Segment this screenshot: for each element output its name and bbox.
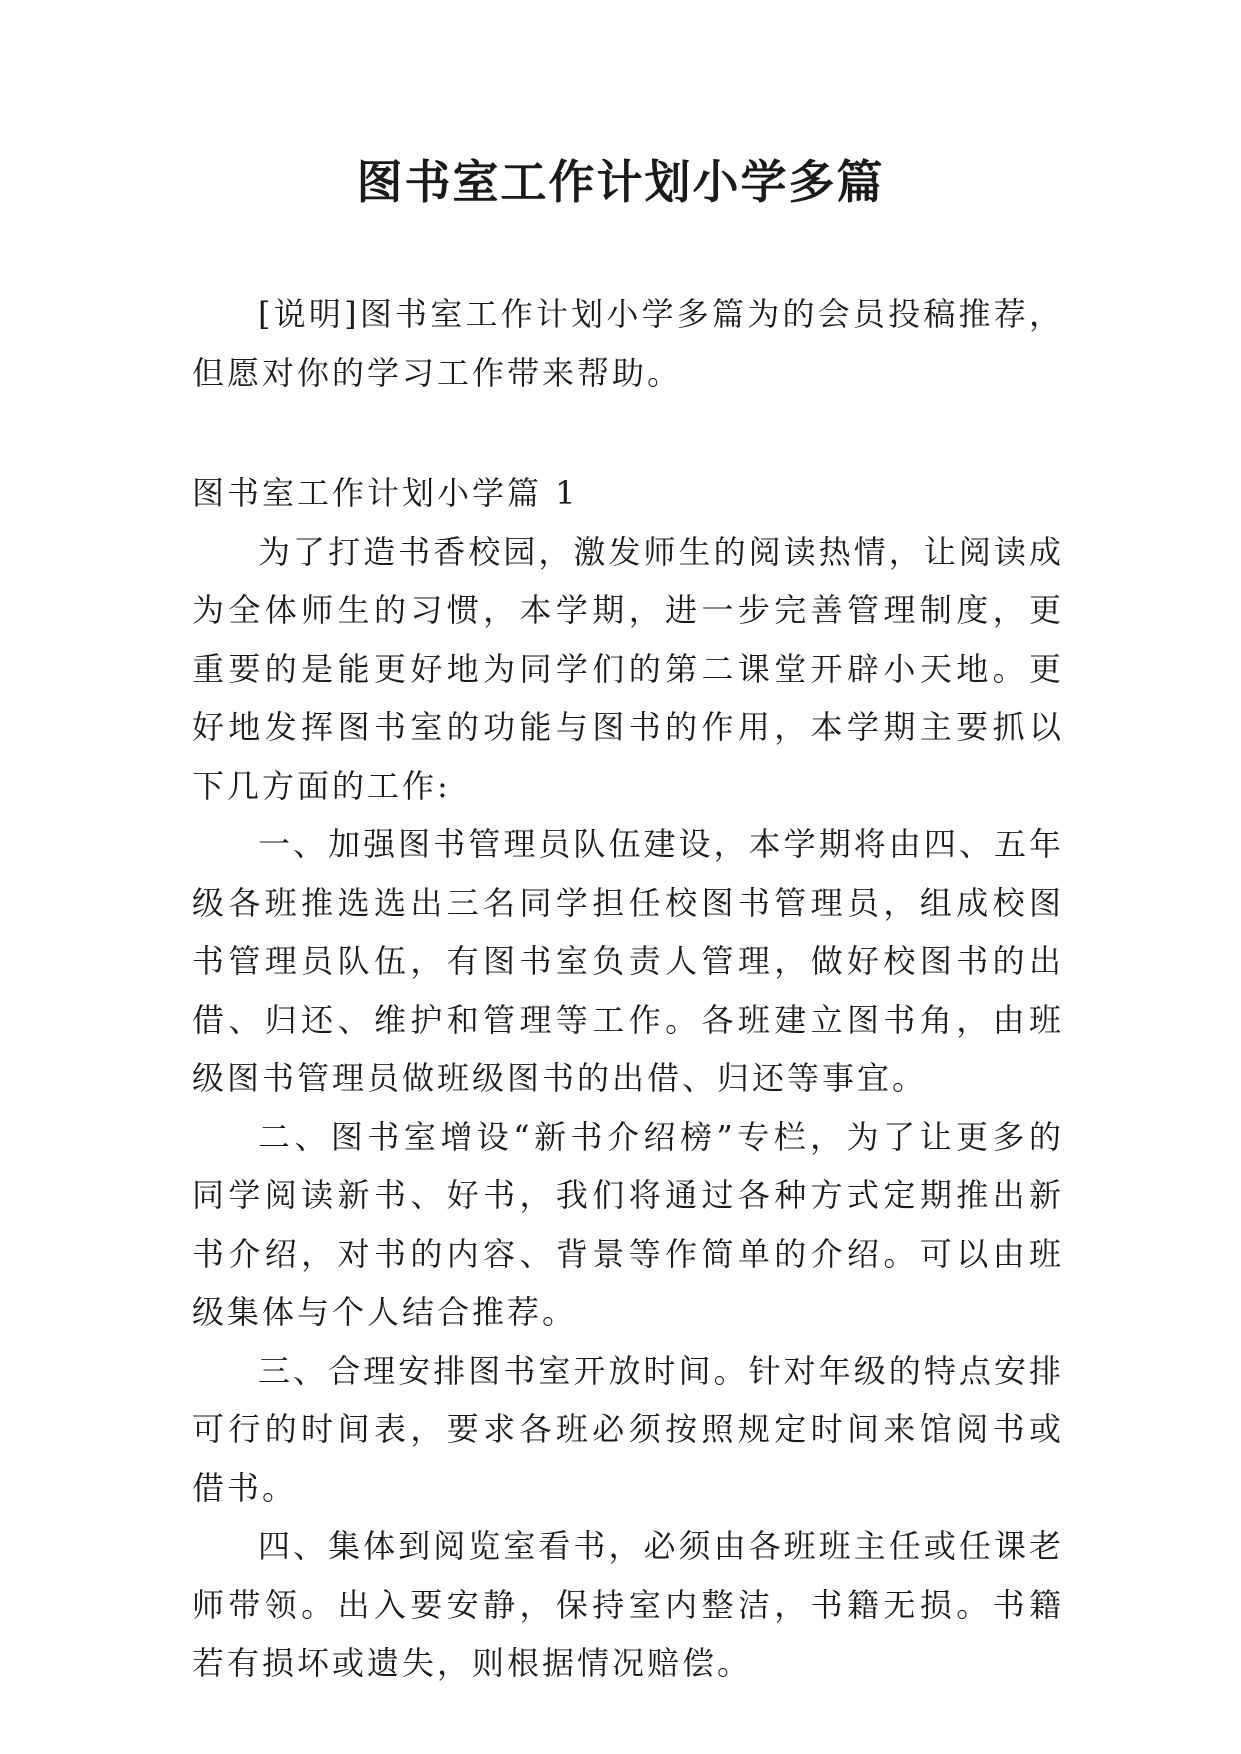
document-title: 图书室工作计划小学多篇 [356, 155, 885, 209]
body-paragraph: 三、合理安排图书室开放时间。针对年级的特点安排可行的时间表，要求各班必须按照规定时间来馆阅书或借书。 [192, 1351, 1064, 1507]
section-heading: 图书室工作计划小学篇 1 [192, 474, 579, 512]
body-paragraph: 二、图书室增设“新书介绍榜”专栏，为了让更多的同学阅读新书、好书，我们将通过各种方式定期推出新书介绍，对书的内容、背景等作简单的介绍。可以由班级集体与个人结合推荐。 [192, 1117, 1064, 1331]
body-paragraph: 四、集体到阅览室看书，必须由各班班主任或任课老师带领。出入要安静，保持室内整洁，书籍无损。书籍若有损坏或遗失，则根据情况赔偿。 [192, 1527, 1064, 1682]
body-paragraph: 一、加强图书管理员队伍建设，本学期将由四、五年级各班推选选出三名同学担任校图书管理员，组成校图书管理员队伍，有图书室负责人管理，做好校图书的出借、归还、维护和管理等工作。各班建立图书角，由班级图书管理员做班级图书的出借、归还等事宜。 [192, 825, 1064, 1097]
intro-paragraph: [说明]图书室工作计划小学多篇为的会员投稿推荐，但愿对你的学习工作带来帮助。 [192, 295, 1064, 392]
document-body [192, 285, 1064, 1693]
spacer [192, 402, 1064, 464]
body-paragraph: 为了打造书香校园，激发师生的阅读热情，让阅读成为全体师生的习惯，本学期，进一步完善管理制度，更重要的是能更好地为同学们的第二课堂开辟小天地。更好地发挥图书室的功能与图书的作用，本学期主要抓以下几方面的工作: [192, 532, 1064, 805]
